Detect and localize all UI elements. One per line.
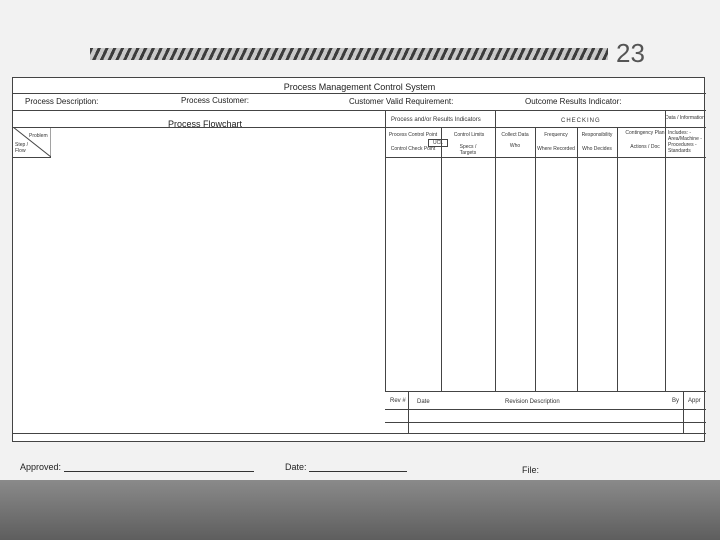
col-actions: Actions / Doc xyxy=(630,144,660,150)
floor-background xyxy=(0,480,720,540)
by-label: By xyxy=(672,398,680,404)
ucl-box: UCL xyxy=(428,139,448,147)
date-field[interactable] xyxy=(285,462,407,472)
col-line xyxy=(385,111,386,391)
control-system-form xyxy=(12,77,705,442)
divider xyxy=(13,127,706,128)
col-who-decides: Who Decides xyxy=(582,146,612,152)
form-title: Process Management Control System xyxy=(283,82,436,92)
rev-label: Rev # xyxy=(390,398,406,404)
process-results-indicators-label: Process and/or Results Indicators xyxy=(391,117,481,123)
col-line xyxy=(617,127,618,391)
revision-description-label: Revision Description xyxy=(505,399,560,405)
col-control-check-point: Control Check Point xyxy=(390,146,436,152)
col-line xyxy=(577,127,578,391)
process-flowchart-label: Process Flowchart xyxy=(168,119,243,129)
divider xyxy=(385,409,706,410)
col-who: Who xyxy=(509,143,521,149)
approved-field[interactable] xyxy=(20,462,254,472)
date-label: Date: xyxy=(285,462,307,472)
checking-label: CHECKING xyxy=(561,118,601,124)
divider xyxy=(385,391,706,392)
divider xyxy=(13,433,706,434)
date-line[interactable] xyxy=(309,462,407,472)
col-line xyxy=(495,111,496,391)
outcome-indicator-label: Outcome Results Indicator: xyxy=(525,97,622,106)
file-label: File: xyxy=(522,465,540,475)
process-customer-label: Process Customer: xyxy=(181,96,250,105)
divider xyxy=(385,157,706,158)
col-contingency-plan: Contingency Plan xyxy=(625,130,665,136)
process-description-label: Process Description: xyxy=(25,97,99,106)
approval-label: Appr xyxy=(688,398,701,404)
approved-label: Approved: xyxy=(20,462,62,472)
col-where-recorded: Where Recorded xyxy=(537,146,575,152)
page-number: 23 xyxy=(616,38,645,68)
col-line xyxy=(535,127,536,391)
divider xyxy=(13,157,51,158)
col-responsibility: Responsibility xyxy=(581,132,613,138)
col-frequency: Frequency xyxy=(544,132,568,138)
col-specs-targets: Specs / Targets xyxy=(459,144,477,156)
decorative-stripe-bar xyxy=(90,48,608,60)
col-line xyxy=(683,391,684,433)
col-line xyxy=(441,127,442,391)
col-control-limits: Control Limits xyxy=(453,132,485,138)
approved-line[interactable] xyxy=(64,462,254,472)
step-flow-label: Step / Flow xyxy=(15,142,29,154)
col-line xyxy=(665,111,666,391)
col-line xyxy=(408,391,409,433)
divider xyxy=(13,93,706,94)
divider xyxy=(385,422,706,423)
col-process-control-point: Process Control Point xyxy=(388,132,438,138)
customer-requirement-label: Customer Valid Requirement: xyxy=(349,97,454,106)
rev-date-label: Date xyxy=(417,399,430,405)
col-data-list: Includes: - Area/Machine - Procedures - Standards xyxy=(668,130,702,154)
col-collect-data: Collect Data xyxy=(501,132,529,138)
data-information-label: Data / Information xyxy=(665,115,705,121)
problem-label: Problem xyxy=(29,133,48,139)
divider xyxy=(13,110,706,111)
